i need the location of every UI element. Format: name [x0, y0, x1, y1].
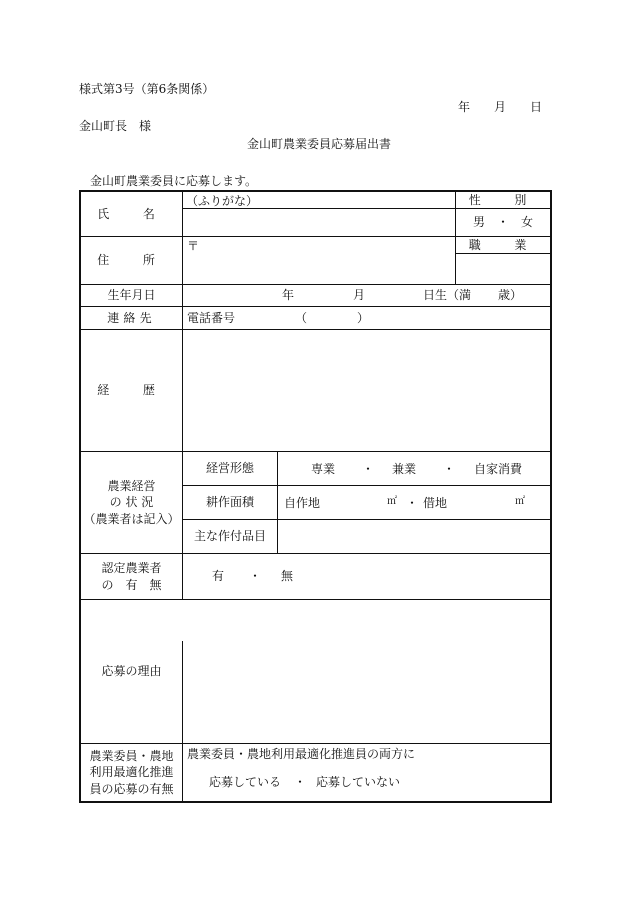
phone-open-paren: （ — [295, 311, 308, 325]
separator: ・ — [406, 496, 419, 510]
address-field[interactable] — [183, 237, 455, 284]
career-field[interactable] — [183, 330, 550, 451]
reason-label: 応募の理由 — [101, 664, 162, 679]
furigana-label: （ふりがな） — [186, 194, 259, 208]
occupation-label: 職 業 — [468, 237, 538, 252]
page-title: 金山町農業委員応募届出書 — [247, 137, 392, 151]
main-crops-field[interactable] — [278, 520, 550, 553]
birth-month-label: 月 — [353, 288, 366, 302]
applying-option[interactable]: 応募している — [209, 775, 282, 789]
separator: ・ — [443, 462, 456, 476]
occupation-field[interactable] — [456, 254, 550, 284]
name-label: 氏 名 — [97, 206, 166, 221]
age-suffix: 歳） — [498, 288, 523, 302]
separator: ・ — [294, 775, 307, 789]
date-day-label: 日 — [530, 100, 543, 114]
address-label: 住 所 — [97, 253, 166, 268]
postal-mark: 〒 — [187, 239, 200, 253]
phone-close-paren: ） — [357, 311, 370, 325]
main-crops-label: 主な作付品目 — [193, 529, 266, 544]
certified-yes-option[interactable]: 有 — [212, 569, 225, 583]
cultivated-area-label: 耕作面積 — [205, 495, 254, 510]
both-applications-label: 農業委員・農地 利用最適化推進 員の応募の有無 — [89, 749, 174, 796]
date-year-label: 年 — [458, 100, 471, 114]
birthdate-label: 生年月日 — [107, 288, 156, 303]
leased-land-label: 借地 — [423, 496, 448, 510]
both-applications-question: 農業委員・農地利用最適化推進員の両方に — [187, 747, 416, 761]
name-field[interactable] — [183, 209, 455, 236]
birth-day-age-label: 日生（満 — [423, 288, 472, 302]
separator: ・ — [249, 569, 262, 583]
gender-label: 性 別 — [468, 192, 538, 207]
application-form-table — [79, 190, 552, 803]
separator: ・ — [362, 462, 375, 476]
certified-farmer-label: 認定農業者 の 有 無 — [101, 561, 162, 592]
career-label: 経 歴 — [97, 383, 166, 398]
phone-label: 電話番号 — [187, 311, 236, 325]
management-option-self-consumption[interactable]: 自家消費 — [474, 462, 523, 476]
contact-label: 連絡先 — [107, 310, 156, 325]
farming-status-label: 農業経営 の 状 況 （農業者は記入） — [83, 479, 180, 526]
own-land-label: 自作地 — [284, 496, 321, 510]
not-applying-option[interactable]: 応募していない — [316, 775, 401, 789]
addressee: 金山町長 様 — [79, 119, 152, 133]
management-type-label: 経営形態 — [205, 461, 254, 476]
birth-year-label: 年 — [282, 288, 295, 302]
leased-land-unit: ㎡ — [515, 496, 525, 507]
intro-text: 金山町農業委員に応募します。 — [90, 174, 258, 188]
form-number: 様式第3号（第6条関係） — [79, 82, 215, 96]
date-month-label: 月 — [494, 100, 507, 114]
management-option-part-time[interactable]: 兼業 — [392, 462, 417, 476]
gender-options[interactable]: 男 ・ 女 — [472, 215, 533, 230]
management-option-full-time[interactable]: 専業 — [311, 462, 336, 476]
reason-field[interactable] — [183, 600, 550, 743]
certified-no-option[interactable]: 無 — [281, 569, 294, 583]
own-land-unit: ㎡ — [387, 496, 397, 507]
